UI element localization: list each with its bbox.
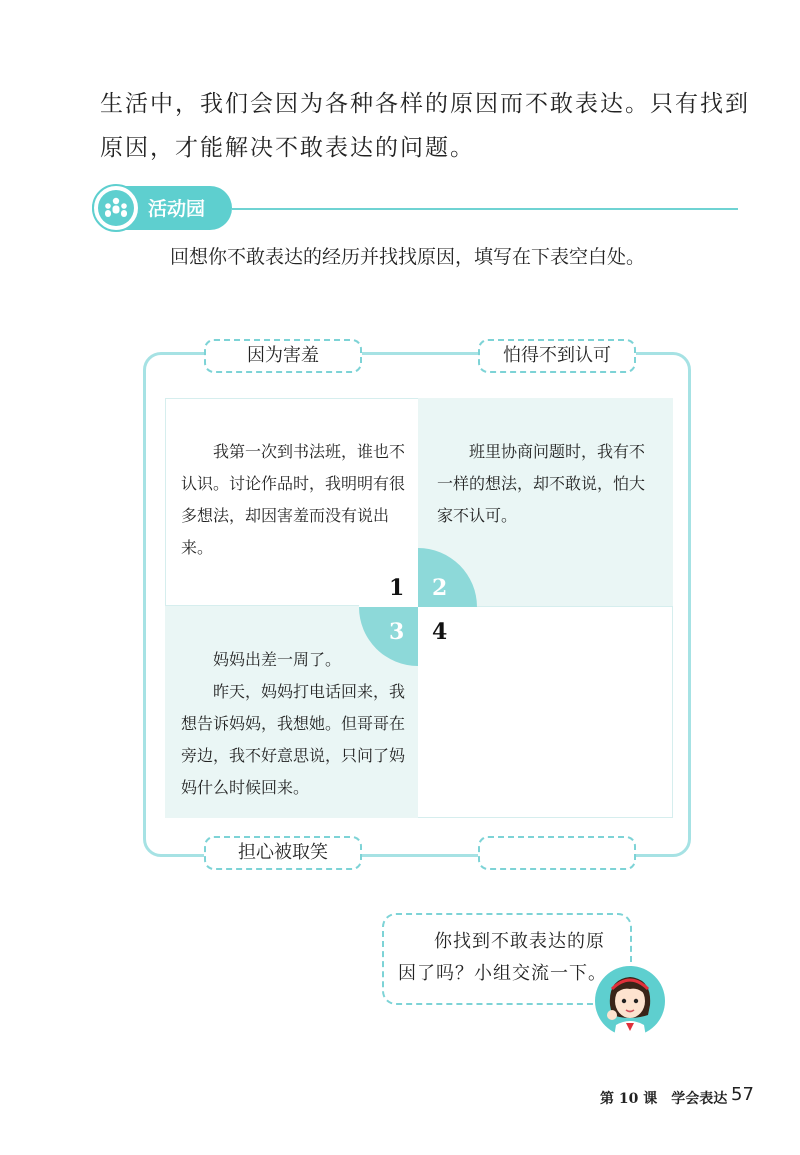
intro-paragraph: 生活中，我们会因为各种各样的原因而不敢表达。只有找到原因，才能解决不敢表达的问题。 xyxy=(100,91,750,161)
cell-1-text: 我第一次到书法班，谁也不认识。讨论作品时，我明明有很多想法，却因害羞而没有说出来。 xyxy=(181,442,406,557)
circle-segment-2 xyxy=(418,548,477,607)
cell-number-2: 2 xyxy=(432,575,448,601)
cell-3-line-1: 妈妈出差一周了。 xyxy=(213,650,342,669)
reason-tag-4-blank[interactable] xyxy=(478,836,636,870)
activity-title: 活动园 xyxy=(148,198,206,220)
speech-bubble-text: 你找到不敢表达的原因了吗？小组交流一下。 xyxy=(398,931,607,984)
reason-tag-1: 因为害羞 xyxy=(204,339,362,373)
reason-tag-2: 怕得不到认可 xyxy=(478,339,636,373)
circle-segment-4 xyxy=(418,607,477,666)
cell-number-3: 3 xyxy=(389,619,405,645)
cell-number-4: 4 xyxy=(432,619,448,645)
page-number: 57 xyxy=(731,1084,754,1105)
cell-3-line-2: 昨天，妈妈打电话回来，我想告诉妈妈，我想她。但哥哥在旁边，我不好意思说，只问了妈妈什么时候回来。 xyxy=(181,682,406,797)
cell-2-text: 班里协商问题时，我有不一样的想法，却不敢说，怕大家不认可。 xyxy=(437,442,646,525)
cell-number-1: 1 xyxy=(389,575,405,601)
footer-lesson-title: 第 10 课 学会表达 xyxy=(600,1091,728,1107)
girl-avatar-icon xyxy=(594,965,666,1037)
center-number-circle xyxy=(359,548,477,666)
cell-3-text xyxy=(181,644,407,804)
reason-tag-3: 担心被取笑 xyxy=(204,836,362,870)
activity-divider xyxy=(232,208,738,210)
group-people-icon xyxy=(92,184,140,232)
instruction-text: 回想你不敢表达的经历并找找原因，填写在下表空白处。 xyxy=(170,246,646,268)
